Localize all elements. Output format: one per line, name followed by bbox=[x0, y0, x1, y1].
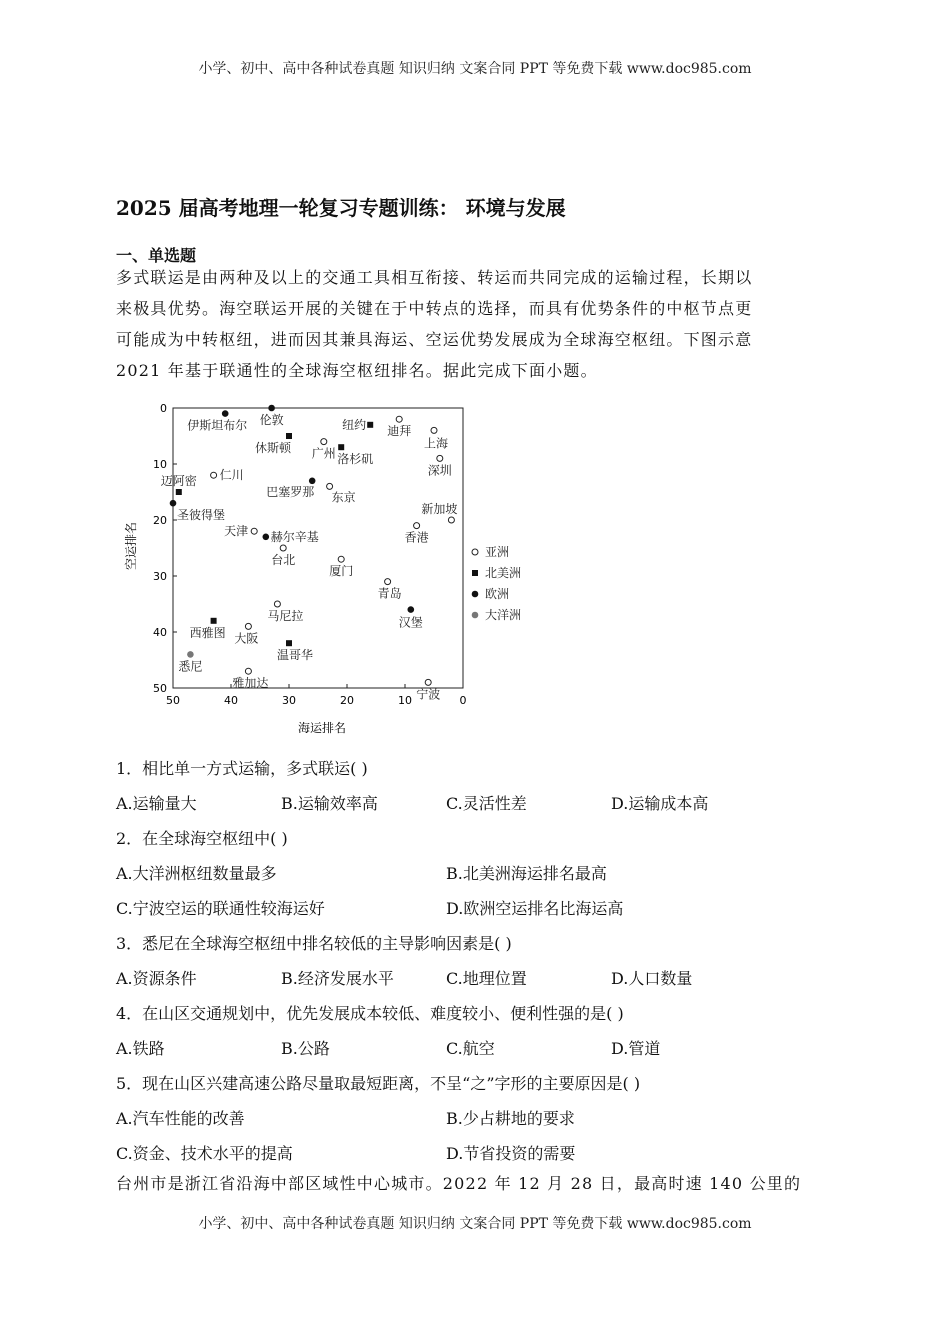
question-stem: 1．相比单一方式运输，多式联运( ) bbox=[116, 759, 368, 778]
data-point bbox=[338, 556, 344, 562]
point-label: 雅加达 bbox=[232, 676, 269, 691]
data-point bbox=[431, 427, 437, 433]
legend-marker bbox=[472, 549, 478, 555]
data-point bbox=[425, 679, 431, 685]
answer-option[interactable]: C.宁波空运的联通性较海运好 bbox=[116, 899, 325, 918]
point-label: 香港 bbox=[404, 530, 429, 545]
answer-option[interactable]: B.公路 bbox=[281, 1039, 330, 1058]
point-label: 伊斯坦布尔 bbox=[187, 418, 248, 433]
page-footer: 小学、初中、高中各种试卷真题 知识归纳 文案合同 PPT 等免费下载 www.doc985.com bbox=[198, 1216, 752, 1232]
x-tick-label: 30 bbox=[282, 694, 296, 707]
y-tick-label: 20 bbox=[153, 514, 167, 527]
point-label: 仁川 bbox=[219, 468, 244, 483]
data-point bbox=[251, 528, 257, 534]
data-point bbox=[286, 433, 292, 439]
y-tick-label: 50 bbox=[153, 682, 167, 695]
point-label: 广州 bbox=[311, 446, 336, 461]
data-point bbox=[274, 601, 280, 607]
point-label: 西雅图 bbox=[189, 625, 226, 640]
point-label: 赫尔辛基 bbox=[270, 529, 319, 544]
point-label: 上海 bbox=[423, 436, 449, 451]
data-point bbox=[408, 606, 415, 613]
page-title: 2025 届高考地理一轮复习专题训练： 环境与发展 bbox=[116, 196, 566, 220]
data-point bbox=[211, 472, 217, 478]
data-points bbox=[161, 405, 458, 702]
intro-line: 多式联运是由两种及以上的交通工具相互衔接、转运而共同完成的运输过程，长期以 bbox=[116, 268, 753, 287]
page-header: 小学、初中、高中各种试卷真题 知识归纳 文案合同 PPT 等免费下载 www.doc985.com bbox=[198, 61, 752, 77]
y-tick-label: 10 bbox=[153, 458, 167, 471]
x-tick-label: 20 bbox=[340, 694, 354, 707]
intro-paragraph bbox=[116, 262, 836, 386]
data-point bbox=[170, 500, 177, 507]
point-label: 天津 bbox=[224, 524, 249, 539]
point-label: 台北 bbox=[271, 553, 296, 567]
answer-option[interactable]: A.汽车性能的改善 bbox=[116, 1109, 245, 1128]
point-label: 深圳 bbox=[427, 463, 452, 478]
legend-label: 大洋洲 bbox=[485, 608, 522, 622]
data-point bbox=[321, 439, 327, 445]
point-label: 青岛 bbox=[377, 586, 402, 601]
x-tick-label: 0 bbox=[459, 694, 467, 707]
data-point bbox=[280, 545, 286, 551]
legend-marker bbox=[472, 570, 478, 576]
answer-option[interactable]: B.经济发展水平 bbox=[281, 969, 394, 988]
answer-option[interactable]: A.大洋洲枢纽数量最多 bbox=[116, 864, 277, 883]
answer-option[interactable]: C.地理位置 bbox=[446, 969, 527, 988]
data-point bbox=[338, 444, 344, 450]
answer-option[interactable]: C.资金、技术水平的提高 bbox=[116, 1144, 293, 1163]
legend-label: 亚洲 bbox=[485, 545, 510, 559]
point-label: 温哥华 bbox=[276, 648, 314, 663]
data-point bbox=[437, 455, 443, 461]
x-tick-label: 50 bbox=[166, 694, 180, 707]
question-stem: 4．在山区交通规划中，优先发展成本较低、难度较小、便利性强的是( ) bbox=[116, 1004, 624, 1023]
point-label: 休斯顿 bbox=[254, 441, 292, 455]
data-point bbox=[367, 422, 373, 428]
data-point bbox=[245, 668, 251, 674]
legend-marker bbox=[472, 591, 479, 598]
data-point bbox=[187, 651, 194, 658]
answer-option[interactable]: D.管道 bbox=[611, 1039, 661, 1058]
continuation-text: 台州市是浙江省沿海中部区域性中心城市。2022 年 12 月 28 日，最高时速 140 公里的 bbox=[116, 1174, 802, 1193]
point-label: 悉尼 bbox=[178, 659, 203, 674]
answer-option[interactable]: B.运输效率高 bbox=[281, 794, 378, 813]
point-label: 宁波 bbox=[416, 687, 441, 702]
data-point bbox=[268, 405, 275, 412]
answer-option[interactable]: A.运输量大 bbox=[116, 794, 197, 813]
point-label: 厦门 bbox=[329, 564, 354, 579]
answer-option[interactable]: D.节省投资的需要 bbox=[446, 1144, 576, 1163]
data-point bbox=[176, 489, 182, 495]
data-point bbox=[309, 478, 316, 485]
answer-option[interactable]: B.少占耕地的要求 bbox=[446, 1109, 575, 1128]
answer-option[interactable]: A.资源条件 bbox=[116, 969, 197, 988]
answer-option[interactable]: C.航空 bbox=[446, 1039, 495, 1058]
intro-line: 可能成为中转枢纽，进而因其兼具海运、空运优势发展成为全球海空枢纽。下图示意 bbox=[116, 330, 753, 349]
answer-option[interactable]: A.铁路 bbox=[116, 1039, 165, 1058]
point-label: 马尼拉 bbox=[267, 609, 304, 623]
data-point bbox=[448, 517, 454, 523]
x-tick-label: 40 bbox=[224, 694, 238, 707]
y-tick-label: 30 bbox=[153, 570, 167, 583]
legend-marker bbox=[472, 612, 479, 619]
answer-option[interactable]: D.运输成本高 bbox=[611, 794, 709, 813]
point-label: 伦敦 bbox=[259, 413, 284, 427]
data-point bbox=[327, 483, 333, 489]
y-tick-label: 40 bbox=[153, 626, 167, 639]
hub-ranking-chart bbox=[115, 398, 555, 743]
data-point bbox=[211, 618, 217, 624]
question-stem: 2．在全球海空枢纽中( ) bbox=[116, 829, 288, 848]
data-point bbox=[222, 410, 229, 417]
x-tick-label: 10 bbox=[398, 694, 412, 707]
data-point bbox=[396, 416, 402, 422]
point-label: 汉堡 bbox=[398, 615, 423, 630]
x-axis-label: 海运排名 bbox=[297, 721, 347, 735]
answer-option[interactable]: C.灵活性差 bbox=[446, 794, 527, 813]
data-point bbox=[414, 523, 420, 529]
answer-option[interactable]: B.北美洲海运排名最高 bbox=[446, 864, 607, 883]
y-axis-label: 空运排名 bbox=[124, 521, 138, 571]
point-label: 东京 bbox=[331, 490, 356, 505]
question-stem: 3．悉尼在全球海空枢纽中排名较低的主导影响因素是( ) bbox=[116, 934, 512, 953]
point-label: 新加坡 bbox=[421, 502, 458, 516]
intro-line: 2021 年基于联通性的全球海空枢纽排名。据此完成下面小题。 bbox=[116, 361, 598, 380]
data-point bbox=[245, 623, 251, 629]
answer-option[interactable]: D.欧洲空运排名比海运高 bbox=[446, 899, 624, 918]
point-label: 洛杉矶 bbox=[337, 452, 374, 467]
point-label: 大阪 bbox=[234, 631, 259, 646]
legend bbox=[472, 545, 521, 622]
point-label: 纽约 bbox=[342, 417, 367, 432]
y-tick-label: 0 bbox=[160, 402, 167, 415]
data-point bbox=[286, 640, 292, 646]
question-stem: 5．现在山区兴建高速公路尽量取最短距离，不呈“之”字形的主要原因是( ) bbox=[116, 1074, 641, 1093]
point-label: 巴塞罗那 bbox=[266, 484, 315, 499]
legend-label: 欧洲 bbox=[485, 587, 510, 601]
data-point bbox=[385, 579, 391, 585]
data-point bbox=[263, 534, 270, 541]
point-label: 圣彼得堡 bbox=[177, 508, 226, 523]
point-label: 迪拜 bbox=[387, 424, 412, 439]
section-heading: 一、单选题 bbox=[116, 246, 197, 265]
answer-option[interactable]: D.人口数量 bbox=[611, 969, 693, 988]
legend-label: 北美洲 bbox=[485, 566, 522, 580]
point-label: 迈阿密 bbox=[160, 474, 197, 488]
intro-line: 来极具优势。海空联运开展的关键在于中转点的选择，而具有优势条件的中枢节点更 bbox=[116, 299, 753, 318]
